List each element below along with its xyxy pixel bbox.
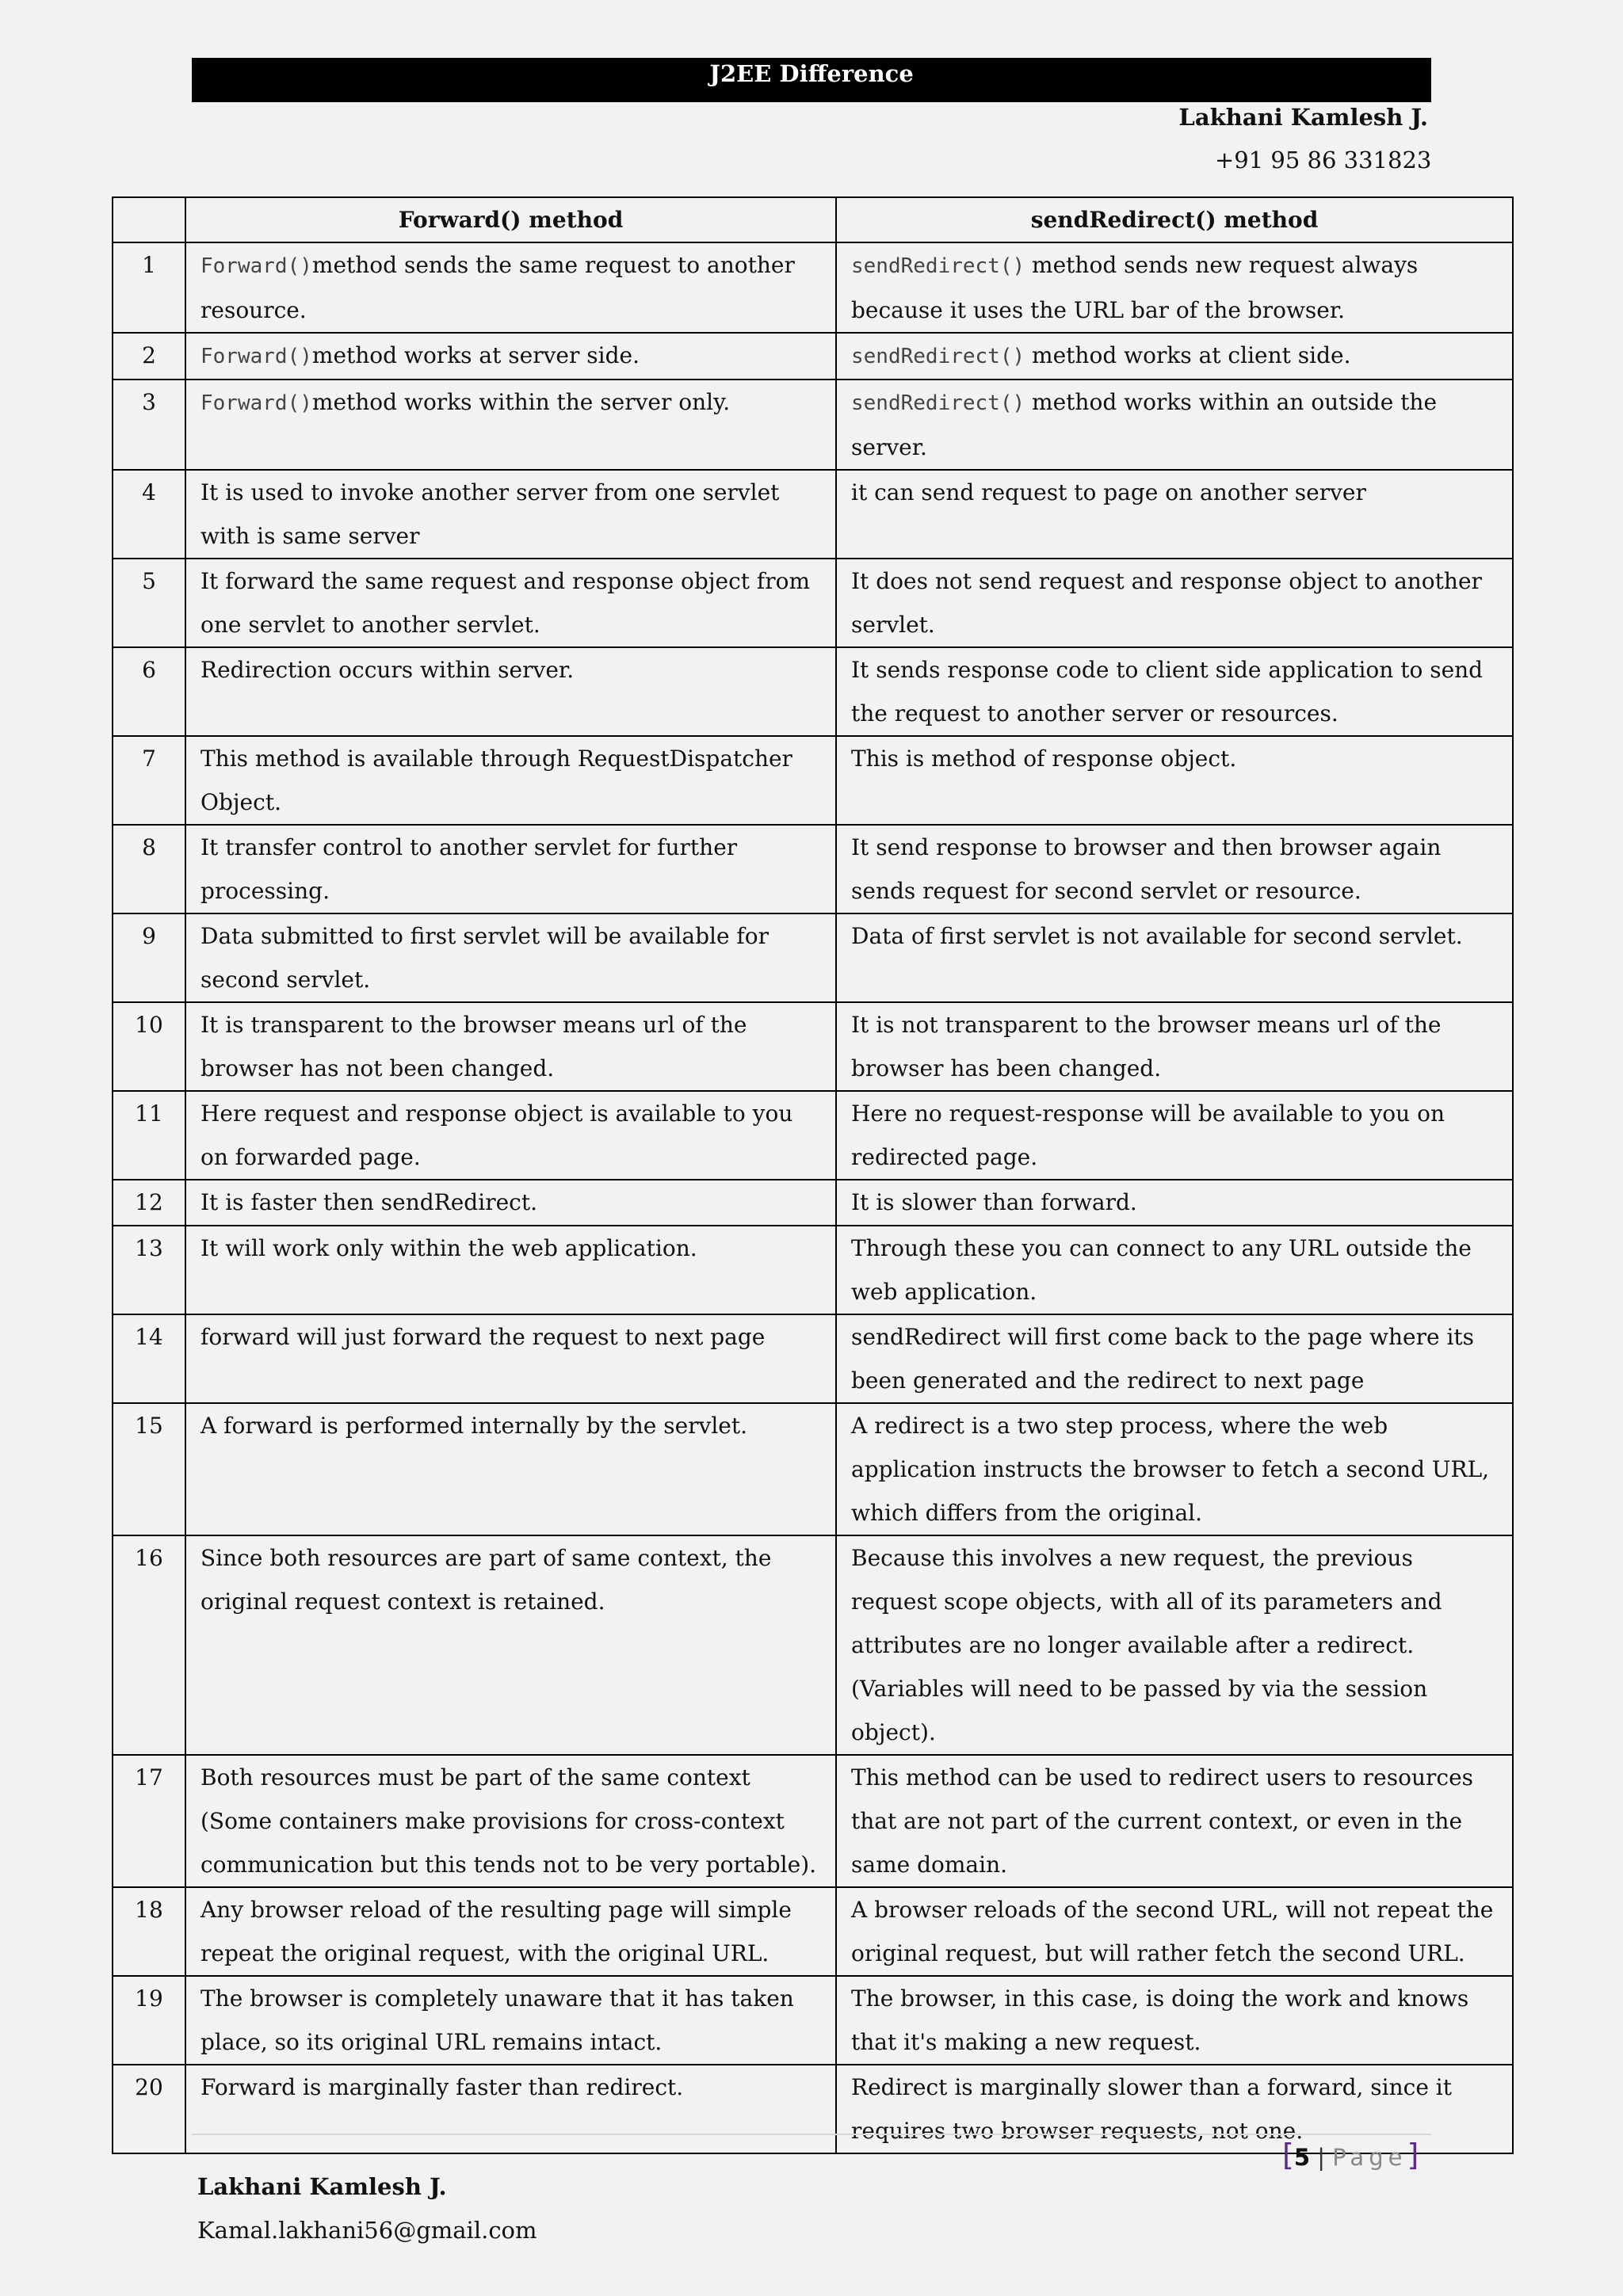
- table-row: [113, 379, 1513, 470]
- sendredirect-text: method sends new request always because it uses the URL bar of the browser.: [851, 252, 1419, 323]
- sendredirect-code: sendRedirect(): [851, 254, 1025, 278]
- forward-text: It will work only within the web application.: [200, 1235, 697, 1261]
- forward-cell: [185, 2065, 836, 2153]
- sendredirect-text: This is method of response object.: [851, 746, 1237, 772]
- row-number: 19: [113, 1976, 185, 2065]
- sendredirect-text: Through these you can connect to any URL outside the web application.: [851, 1235, 1472, 1305]
- forward-text: A forward is performed internally by the servlet.: [200, 1413, 748, 1439]
- forward-text: Here request and response object is available to you on forwarded page.: [200, 1100, 793, 1170]
- row-number: 1: [113, 242, 185, 333]
- sendredirect-text: It sends response code to client side application to send the request to another server or resources.: [851, 657, 1484, 727]
- forward-cell: [185, 1002, 836, 1091]
- column-header-forward: Forward() method: [185, 197, 836, 242]
- sendredirect-cell: [836, 1314, 1513, 1403]
- table-row: [113, 1755, 1513, 1887]
- row-number: 7: [113, 736, 185, 825]
- sendredirect-text: Redirect is marginally slower than a forward, since it requires two browser requests, not one.: [851, 2074, 1453, 2144]
- forward-cell: [185, 736, 836, 825]
- forward-cell: [185, 1314, 836, 1403]
- document-title: J2EE Difference: [709, 60, 914, 87]
- row-number: 16: [113, 1535, 185, 1755]
- row-number: 13: [113, 1226, 185, 1314]
- row-number: 14: [113, 1314, 185, 1403]
- sendredirect-cell: [836, 333, 1513, 379]
- forward-code: Forward(): [200, 345, 312, 368]
- sendredirect-cell: [836, 242, 1513, 333]
- forward-cell: [185, 1976, 836, 2065]
- sendredirect-cell: [836, 1535, 1513, 1755]
- forward-text: Any browser reload of the resulting page will simple repeat the original request, with the original URL.: [200, 1897, 792, 1966]
- sendredirect-cell: [836, 1976, 1513, 2065]
- forward-text: Both resources must be part of the same context (Some containers make provisions for cross-context communication but this tends not to be very portable).: [200, 1764, 817, 1878]
- sendredirect-cell: [836, 913, 1513, 1002]
- row-number: 3: [113, 379, 185, 470]
- forward-text: It forward the same request and response object from one servlet to another servlet.: [200, 568, 811, 638]
- table-row: [113, 1091, 1513, 1180]
- table-row: [113, 1535, 1513, 1755]
- sendredirect-text: method works within an outside the server.: [851, 389, 1438, 460]
- bracket-close-icon: ]: [1407, 2138, 1419, 2172]
- sendredirect-text: method works at client side.: [1025, 342, 1351, 368]
- forward-text: It is transparent to the browser means url of the browser has not been changed.: [200, 1012, 747, 1081]
- forward-cell: [185, 1180, 836, 1226]
- table-row: [113, 913, 1513, 1002]
- row-number: 9: [113, 913, 185, 1002]
- sendredirect-text: Data of first servlet is not available for second servlet.: [851, 923, 1463, 949]
- row-number: 4: [113, 470, 185, 559]
- page-number: [1282, 2139, 1419, 2173]
- sendredirect-text: Here no request-response will be available to you on redirected page.: [851, 1100, 1445, 1170]
- table-row: [113, 1887, 1513, 1976]
- row-number: 10: [113, 1002, 185, 1091]
- sendredirect-text: It send response to browser and then browser again sends request for second servlet or resource.: [851, 834, 1442, 904]
- forward-cell: [185, 333, 836, 379]
- table-row: [113, 736, 1513, 825]
- forward-cell: [185, 559, 836, 647]
- column-header-sendredirect: sendRedirect() method: [836, 197, 1513, 242]
- sendredirect-cell: [836, 559, 1513, 647]
- table-row: [113, 1002, 1513, 1091]
- forward-code: Forward(): [200, 254, 312, 278]
- table-row: [113, 1314, 1513, 1403]
- forward-text: It is used to invoke another server from one servlet with is same server: [200, 479, 780, 549]
- sendredirect-text: A redirect is a two step process, where the web application instructs the browser to fetch a second URL, which differs from the original.: [851, 1413, 1490, 1526]
- sendredirect-cell: [836, 1887, 1513, 1976]
- forward-text: method works within the server only.: [311, 389, 731, 415]
- table-row: [113, 559, 1513, 647]
- sendredirect-cell: [836, 1226, 1513, 1314]
- forward-cell: [185, 1091, 836, 1180]
- footer-divider: [192, 2134, 1431, 2135]
- forward-text: Since both resources are part of same context, the original request context is retained.: [200, 1545, 772, 1615]
- row-number: 5: [113, 559, 185, 647]
- forward-text: This method is available through RequestDispatcher Object.: [200, 746, 792, 815]
- forward-cell: [185, 1535, 836, 1755]
- row-number: 6: [113, 647, 185, 736]
- sendredirect-cell: [836, 1755, 1513, 1887]
- row-number: 8: [113, 825, 185, 913]
- forward-cell: [185, 647, 836, 736]
- row-number: 18: [113, 1887, 185, 1976]
- column-header-number: [113, 197, 185, 242]
- forward-cell: [185, 470, 836, 559]
- table-row: [113, 647, 1513, 736]
- row-number: 15: [113, 1403, 185, 1535]
- sendredirect-text: It is slower than forward.: [851, 1189, 1137, 1215]
- table-row: [113, 1403, 1513, 1535]
- sendredirect-cell: [836, 379, 1513, 470]
- forward-text: method works at server side.: [311, 342, 640, 368]
- sendredirect-cell: [836, 1403, 1513, 1535]
- sendredirect-text: sendRedirect will first come back to the page where its been generated and the redirect to next page: [851, 1324, 1475, 1394]
- forward-cell: [185, 242, 836, 333]
- forward-text: Forward is marginally faster than redirect.: [200, 2074, 684, 2100]
- table-row: [113, 1976, 1513, 2065]
- sendredirect-cell: [836, 1180, 1513, 1226]
- forward-text: method sends the same request to another resource.: [200, 252, 795, 323]
- table-header-row: [113, 197, 1513, 242]
- forward-cell: [185, 379, 836, 470]
- sendredirect-text: The browser, in this case, is doing the work and knows that it's making a new request.: [851, 1985, 1469, 2055]
- header-author: Lakhani Kamlesh J.: [1178, 104, 1428, 131]
- page-number-value: 5: [1293, 2144, 1311, 2171]
- forward-text: It is faster then sendRedirect.: [200, 1189, 537, 1215]
- forward-cell: [185, 1887, 836, 1976]
- sendredirect-cell: [836, 736, 1513, 825]
- forward-text: Data submitted to first servlet will be available for second servlet.: [200, 923, 769, 993]
- table-row: [113, 333, 1513, 379]
- sendredirect-code: sendRedirect(): [851, 391, 1025, 415]
- difference-table: [112, 196, 1514, 2154]
- forward-cell: [185, 1226, 836, 1314]
- footer-email: Kamal.lakhani56@gmail.com: [197, 2217, 537, 2244]
- forward-cell: [185, 1755, 836, 1887]
- forward-text: It transfer control to another servlet for further processing.: [200, 834, 738, 904]
- table-row: [113, 825, 1513, 913]
- forward-text: Redirection occurs within server.: [200, 657, 575, 683]
- sendredirect-text: it can send request to page on another server: [851, 479, 1366, 505]
- sendredirect-text: It does not send request and response object to another servlet.: [851, 568, 1482, 638]
- header-phone: +91 95 86 331823: [1215, 147, 1432, 174]
- sendredirect-cell: [836, 1091, 1513, 1180]
- forward-code: Forward(): [200, 391, 312, 415]
- row-number: 17: [113, 1755, 185, 1887]
- table-row: [113, 242, 1513, 333]
- sendredirect-cell: [836, 825, 1513, 913]
- page-separator: |: [1317, 2144, 1326, 2171]
- sendredirect-text: It is not transparent to the browser means url of the browser has been changed.: [851, 1012, 1442, 1081]
- sendredirect-code: sendRedirect(): [851, 345, 1025, 368]
- forward-cell: [185, 913, 836, 1002]
- bracket-open-icon: [: [1282, 2138, 1294, 2172]
- row-number: 20: [113, 2065, 185, 2153]
- row-number: 2: [113, 333, 185, 379]
- sendredirect-cell: [836, 1002, 1513, 1091]
- forward-cell: [185, 1403, 836, 1535]
- forward-text: forward will just forward the request to next page: [200, 1324, 766, 1350]
- row-number: 12: [113, 1180, 185, 1226]
- forward-text: The browser is completely unaware that it has taken place, so its original URL remains intact.: [200, 1985, 794, 2055]
- table-row: [113, 470, 1513, 559]
- forward-cell: [185, 825, 836, 913]
- page-label: Page: [1332, 2144, 1407, 2171]
- sendredirect-text: A browser reloads of the second URL, will not repeat the original request, but will rather fetch the second URL.: [851, 1897, 1494, 1966]
- sendredirect-cell: [836, 470, 1513, 559]
- sendredirect-text-note: (Variables will need to be passed by via the session object).: [851, 1676, 1428, 1745]
- sendredirect-cell: [836, 647, 1513, 736]
- table-row: [113, 1180, 1513, 1226]
- document-title-bar: [192, 58, 1431, 102]
- sendredirect-text: This method can be used to redirect users to resources that are not part of the current context, or even in the same domain.: [851, 1764, 1474, 1878]
- table-row: [113, 1226, 1513, 1314]
- row-number: 11: [113, 1091, 185, 1180]
- sendredirect-text: Because this involves a new request, the previous request scope objects, with all of its parameters and attributes are no longer available after a redirect.: [851, 1545, 1442, 1658]
- footer-author: Lakhani Kamlesh J.: [197, 2173, 447, 2200]
